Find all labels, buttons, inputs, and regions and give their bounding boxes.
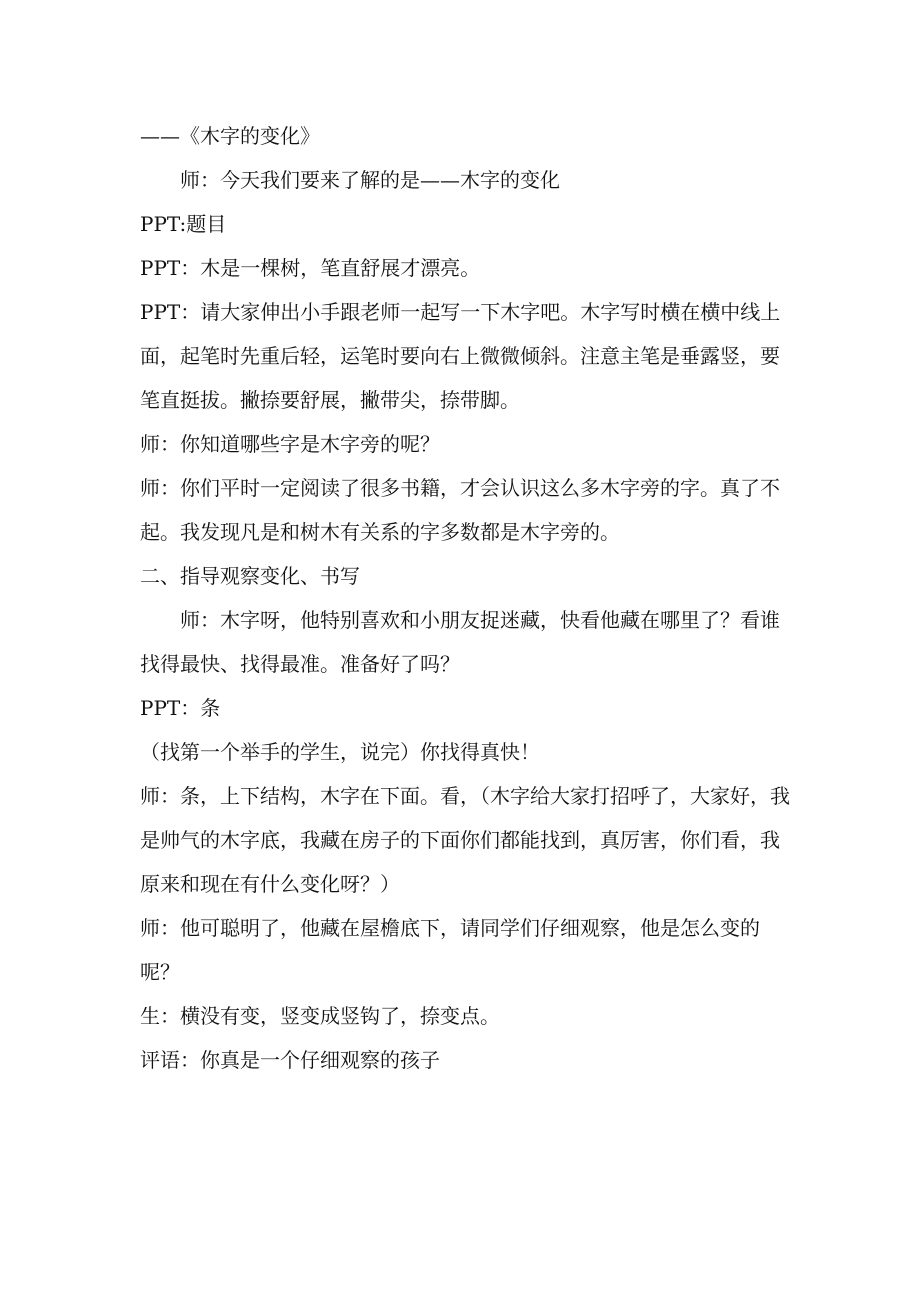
paragraph-find-student: （找第一个举手的学生，说完）你找得真快！ (140, 740, 540, 764)
paragraph-teacher-question: 师：你知道哪些字是木字旁的呢？ (140, 432, 440, 456)
paragraph-teacher-tiao: 师：条，上下结构，木字在下面。看，（木字给大家打招呼了，大家好，我是帅气的木字底，我藏在房子的下面你们都能找到，真厉害，你们看，我原来和现在有什么变化呀？） (140, 784, 790, 896)
paragraph-ppt-tiao: PPT：条 (140, 696, 221, 720)
paragraph-hide-and-seek: 师：木字呀，他特别喜欢和小朋友捉迷藏，快看他藏在哪里了？看谁找得最快、找得最准。准备好了吗？ (140, 608, 780, 676)
paragraph-teacher-praise: 师：你们平时一定阅读了很多书籍，才会认识这么多木字旁的字。真了不起。我发现凡是和树木有关系的字多数都是木字旁的。 (140, 476, 780, 544)
paragraph-student-answer: 生：横没有变，竖变成竖钩了，捺变点。 (140, 1004, 500, 1028)
paragraph-teacher-intro: 师：今天我们要来了解的是——木字的变化 (180, 168, 560, 192)
document-body (140, 114, 790, 1082)
paragraph-ppt-tree: PPT：木是一棵树，笔直舒展才漂亮。 (140, 256, 481, 280)
paragraph-comment: 评语：你真是一个仔细观察的孩子 (140, 1048, 440, 1072)
paragraph-ppt-title: PPT:题目 (140, 212, 227, 236)
paragraph-ppt-writing: PPT：请大家伸出小手跟老师一起写一下木字吧。木字写时横在横中线上面，起笔时先重后轻，运笔时要向右上微微倾斜。注意主笔是垂露竖，要笔直挺拔。撇捺要舒展，撇带尖，捺带脚。 (140, 300, 781, 412)
paragraph-teacher-observe: 师：他可聪明了，他藏在屋檐底下，请同学们仔细观察，他是怎么变的呢？ (140, 916, 760, 984)
section-heading-2: 二、指导观察变化、书写 (140, 564, 360, 588)
lesson-title: ——《木字的变化》 (140, 124, 320, 148)
